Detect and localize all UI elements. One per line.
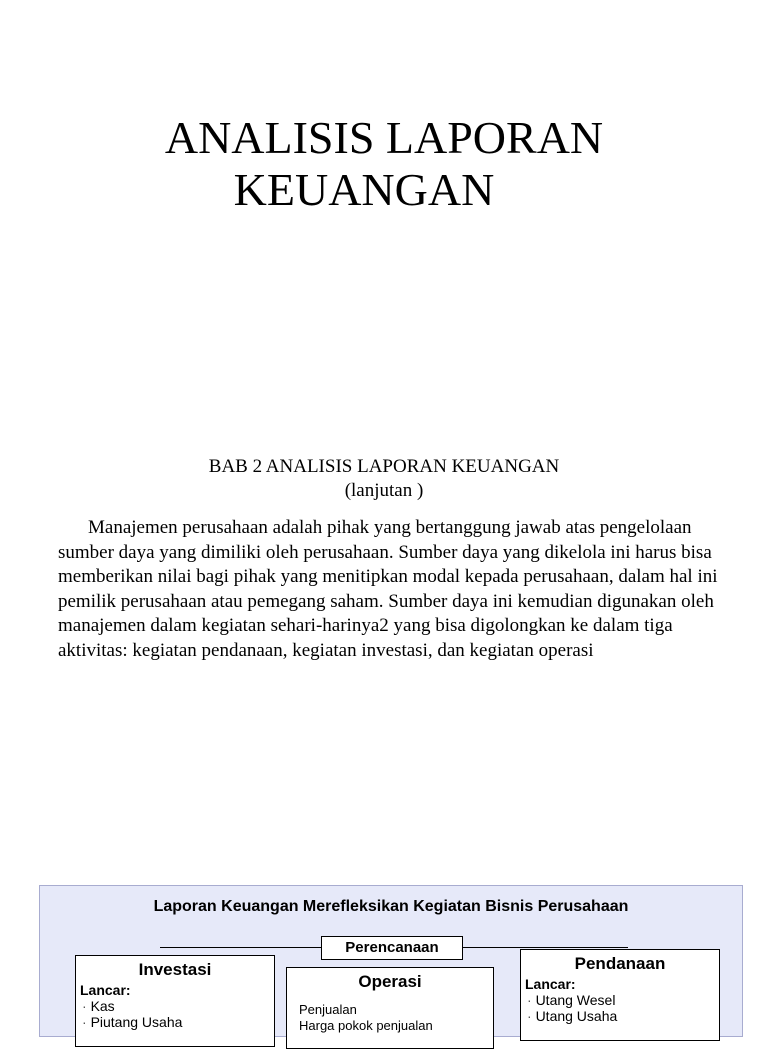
- connector-line-right: [463, 947, 628, 948]
- list-item: · Kas: [82, 998, 274, 1014]
- connector-line-left: [160, 947, 321, 948]
- pendanaan-box: [520, 949, 720, 1041]
- list-item: · Utang Usaha: [527, 1008, 719, 1024]
- investasi-box: [75, 955, 275, 1047]
- chapter-heading-line-2: (lanjutan ): [344, 480, 424, 501]
- body-paragraph: Manajemen perusahaan adalah pihak yang bertanggung jawab atas pengelolaan sumber daya yang dimiliki oleh perusahaan. Sumber daya yang dikelola ini harus bisa memberikan nilai bagi pihak yang menitipkan modal kepada perusahaan, dalam hal ini pemilik perusahaan atau pemegang saham. Sumber daya ini kemudian digunakan oleh manajemen dalam kegiatan sehari-harinya2 yang bisa digolongkan ke dalam tiga aktivitas: kegiatan pendanaan, kegiatan investasi, dan kegiatan operasi: [58, 517, 718, 661]
- investasi-list: [76, 998, 274, 1030]
- title-line-2: KEUANGAN: [233, 164, 495, 215]
- list-item: Penjualan: [299, 1002, 357, 1017]
- diagram-title: Laporan Keuangan Merefleksikan Kegiatan Bisnis Perusahaan: [153, 898, 629, 915]
- operasi-title: Operasi: [358, 972, 422, 991]
- investasi-title: Investasi: [138, 960, 212, 979]
- pendanaan-list: [521, 992, 719, 1024]
- list-item: Harga pokok penjualan: [299, 1018, 433, 1033]
- operasi-box: [286, 967, 494, 1049]
- pendanaan-subtitle: Lancar:: [525, 976, 576, 992]
- pendanaan-title: Pendanaan: [574, 954, 666, 973]
- operasi-list: [287, 1002, 493, 1034]
- list-item: · Piutang Usaha: [82, 1014, 274, 1030]
- planning-box: Perencanaan: [321, 936, 463, 960]
- chapter-heading-line-1: BAB 2 ANALISIS LAPORAN KEUANGAN: [208, 456, 560, 477]
- title-line-1: ANALISIS LAPORAN: [164, 112, 604, 163]
- business-activities-diagram: [39, 885, 743, 1037]
- list-item: · Utang Wesel: [527, 992, 719, 1008]
- page-title: [0, 112, 768, 216]
- investasi-subtitle: Lancar:: [80, 982, 131, 998]
- chapter-heading: [0, 455, 768, 503]
